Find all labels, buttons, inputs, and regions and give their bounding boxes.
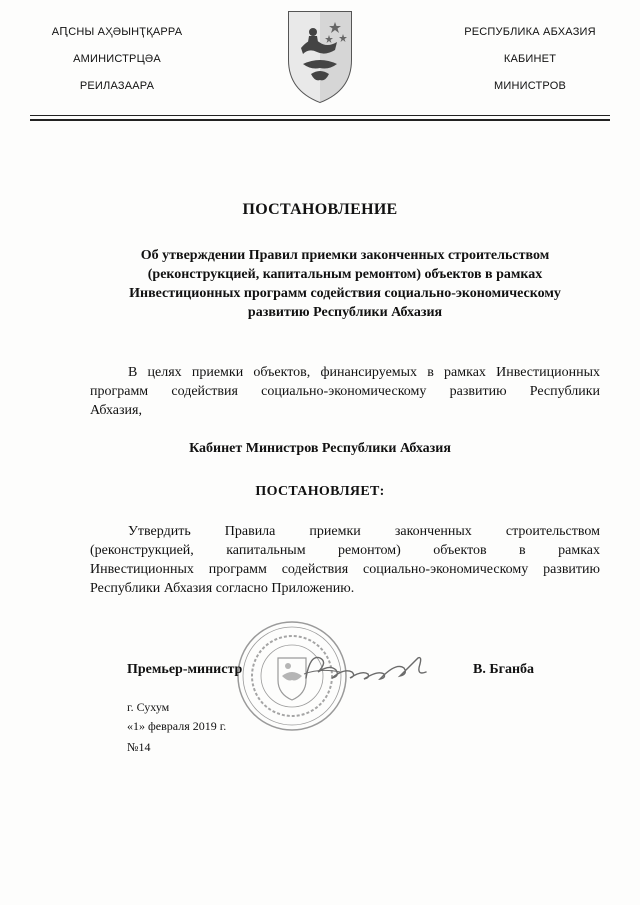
preamble-line: программ содействия социально-экономическому развитию Республики (90, 384, 600, 399)
body-line: Инвестиционных программ содействия социально-экономическому развитию (90, 562, 600, 577)
signatory-name: В. Бганба (473, 662, 535, 677)
header-divider-thick (30, 119, 610, 121)
header-right-line-3: МИНИСТРОВ (493, 80, 566, 92)
document-title: ПОСТАНОВЛЕНИЕ (242, 201, 398, 218)
decree-word: ПОСТАНОВЛЯЕТ: (255, 484, 385, 499)
issuer-line: Кабинет Министров Республики Абхазия (189, 441, 451, 456)
preamble-paragraph (90, 363, 600, 420)
signatory-position: Премьер-министр (127, 662, 243, 677)
handwritten-signature-icon (300, 648, 440, 688)
header-left-block (22, 26, 212, 107)
subject-line: развитию Республики Абхазия (247, 305, 443, 320)
header-left-line-3: РЕИЛАЗААРА (79, 80, 155, 92)
body-line: Утвердить Правила приемки законченных строительством (128, 524, 600, 539)
footer-city: г. Сухум (127, 700, 170, 714)
header-left-line-2: АМИНИСТРЦӘА (73, 53, 161, 65)
preamble-line: Абхазия, (90, 403, 142, 418)
document-subject (95, 246, 595, 322)
header-left-line-1: АԤСНЫ АҲӘЫНҬҚАРРА (51, 26, 183, 38)
header-right-line-1: РЕСПУБЛИКА АБХАЗИЯ (464, 26, 596, 38)
footer-date: «1» февраля 2019 г. (127, 719, 227, 733)
header-divider-thin (30, 115, 610, 116)
coat-of-arms-icon (283, 8, 357, 106)
footer-number: №14 (127, 740, 151, 754)
header-right-block (440, 26, 620, 107)
body-line: (реконструкцией, капитальным ремонтом) объектов в рамках (90, 543, 600, 558)
header-right-line-2: КАБИНЕТ (503, 53, 557, 65)
subject-line: Об утверждении Правил приемки законченных строительством (140, 248, 550, 263)
subject-line: (реконструкцией, капитальным ремонтом) объектов в рамках (147, 267, 543, 282)
body-line: Республики Абхазия согласно Приложению. (90, 581, 355, 596)
subject-line: Инвестиционных программ содействия социально-экономическому (129, 286, 561, 301)
preamble-line: В целях приемки объектов, финансируемых в рамках Инвестиционных (128, 365, 600, 380)
body-paragraph (90, 522, 600, 598)
